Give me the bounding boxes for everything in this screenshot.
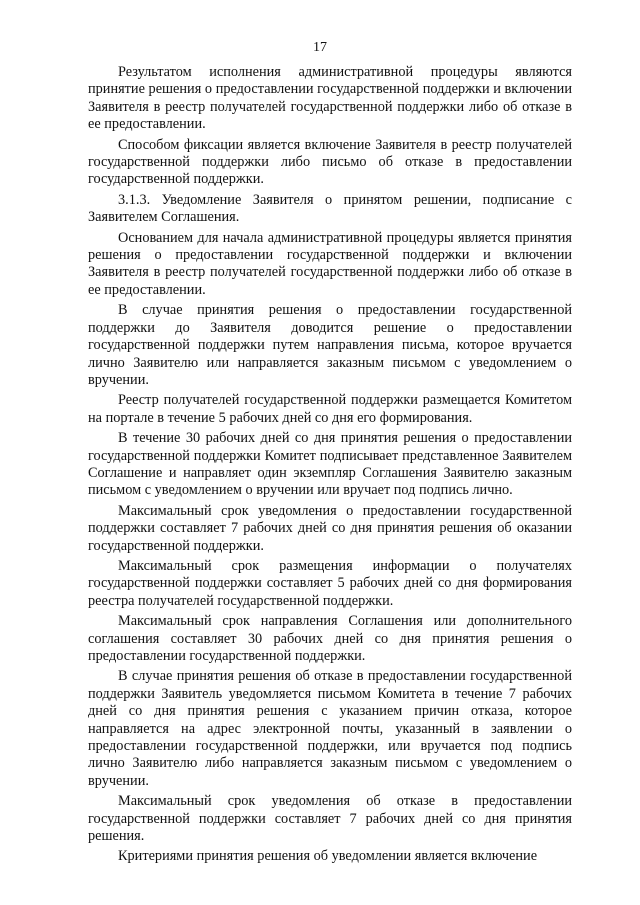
paragraph: Критериями принятия решения об уведомлении является включение (118, 848, 538, 865)
paragraph: В случае принятия решения о предоставлении государственной поддержки до Заявителя доводится решение о предоставлении государственной поддержки путем направления письма, которое вручается лично Заявителю или направляется заказным письмом с уведомлением о вручении. (88, 302, 572, 388)
paragraph: В случае принятия решения об отказе в предоставлении государственной поддержки Заявитель уведомляется письмом Комитета в течение 7 рабочих дней со дня принятия решения с указанием причин отказа, которое направляется на адрес электронной почты, указанный в заявлении о предоставлении государственной поддержки, или вручается под подпись лично Заявителю либо направляется заказным письмом с уведомлением о вручении. (88, 668, 572, 789)
paragraph: Способом фиксации является включение Заявителя в реестр получателей государственной поддержки либо письмо об отказе в предоставлении государственной поддержки. (88, 136, 572, 188)
document-body (88, 64, 572, 869)
page-number: 17 (313, 40, 327, 55)
paragraph: Основанием для начала административной процедуры является принятия решения о предоставлении государственной поддержки и включении Заявителя в реестр получателей государственной поддержки либо об отказе в ее предоставлении. (88, 229, 572, 298)
paragraph: Максимальный срок уведомления об отказе в предоставлении государственной поддержки составляет 7 рабочих дней со дня принятия решения. (88, 793, 572, 845)
section-heading: 3.1.3. Уведомление Заявителя о принятом решении, подписание с Заявителем Соглашения. (88, 191, 572, 226)
paragraph: В течение 30 рабочих дней со дня принятия решения о предоставлении государственной поддержки Комитет подписывает представленное Заявителем Соглашение и направляет один экземпляр Соглашения Заявителю заказным письмом с уведомлением о вручении или вручает под подпись лично. (88, 430, 572, 499)
paragraph: Результатом исполнения административной процедуры являются принятие решения о предоставлении государственной поддержки и включении Заявителя в реестр получателей государственной поддержки либо об отказе в ее предоставлении. (88, 64, 572, 133)
paragraph: Максимальный срок направления Соглашения или дополнительного соглашения составляет 30 рабочих дней со дня принятия решения о предоставлении государственной поддержки. (88, 613, 572, 664)
paragraph: Максимальный срок размещения информации о получателях государственной поддержки составляет 5 рабочих дней со дня формирования реестра получателей государственной поддержки. (88, 557, 572, 609)
paragraph: Максимальный срок уведомления о предоставлении государственной поддержки составляет 7 рабочих дней со дня принятия решения об оказании государственной поддержки. (88, 502, 572, 554)
paragraph: Реестр получателей государственной поддержки размещается Комитетом на портале в течение 5 рабочих дней со дня его формирования. (88, 392, 572, 426)
